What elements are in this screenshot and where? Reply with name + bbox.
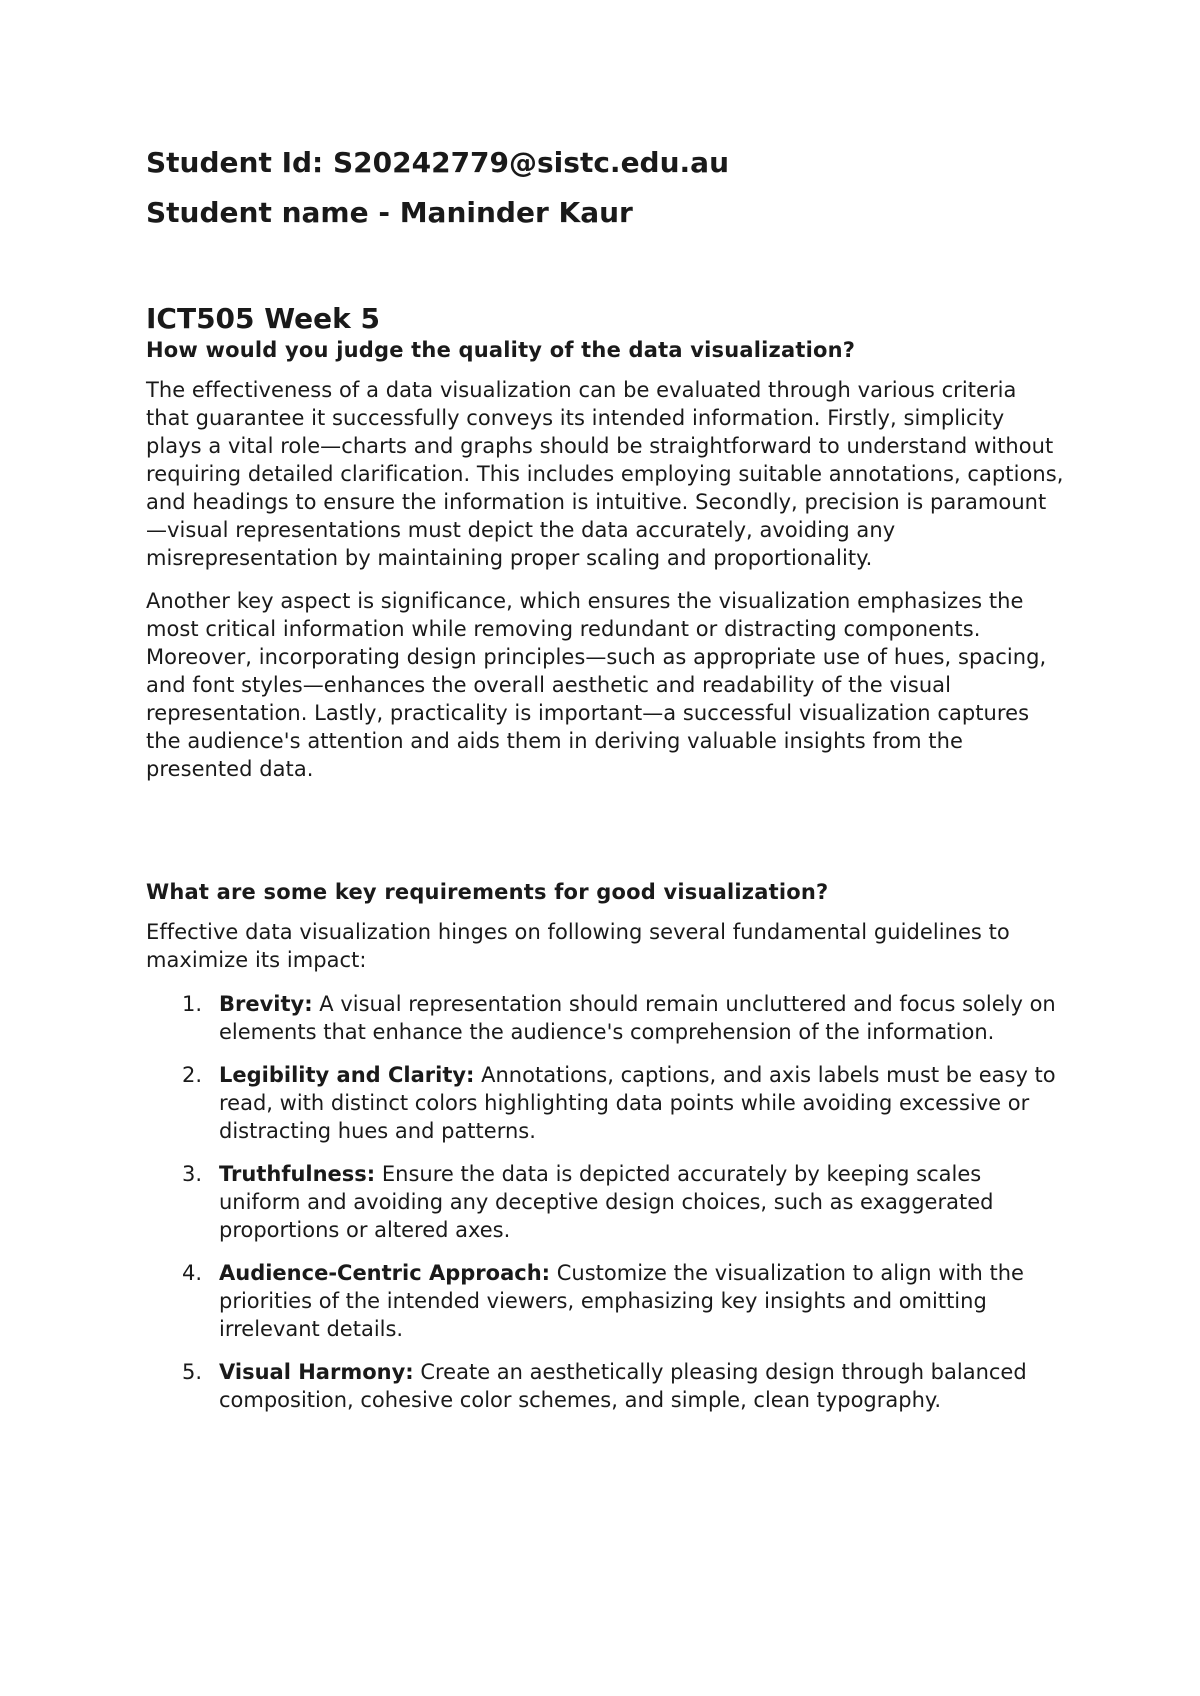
list-item-term: Legibility and Clarity:	[219, 1063, 475, 1087]
list-item-term: Truthfulness:	[219, 1162, 376, 1186]
section-requirements-intro: Effective data visualization hinges on following several fundamental guidelines to maximize its impact:	[146, 920, 1010, 972]
list-item-number: 4.	[182, 1261, 203, 1285]
list-item-text: Ensure the data is depicted accurately by keeping scales uniform and avoiding any deceptive design choices, such as exaggerated proportions or altered axes.	[219, 1162, 994, 1242]
list-item	[146, 990, 1066, 1046]
list-item-term: Visual Harmony:	[219, 1360, 414, 1384]
list-item-text: Create an aesthetically pleasing design through balanced composition, cohesive color schemes, and simple, clean typography.	[219, 1360, 1027, 1412]
list-item	[146, 1160, 1066, 1244]
student-name: Student name - Maninder Kaur	[146, 196, 633, 229]
list-item-number: 5.	[182, 1360, 203, 1384]
section-quality-paragraph-1: The effectiveness of a data visualization can be evaluated through various criteria that guarantee it successfully conveys its intended information. Firstly, simplicity plays a vital role—charts and graphs should be straightforward to understand without requiring detailed clarification. This includes employing suitable annotations, captions, and headings to ensure the information is intuitive. Secondly, precision is paramount—visual representations must depict the data accurately, avoiding any misrepresentation by maintaining proper scaling and proportionality.	[146, 378, 1064, 570]
list-item	[146, 1358, 1066, 1414]
list-item-text: Customize the visualization to align with the priorities of the intended viewers, emphasizing key insights and omitting irrelevant details.	[219, 1261, 1024, 1341]
section-quality-question: How would you judge the quality of the data visualization?	[146, 338, 856, 362]
document-title: ICT505 Week 5	[146, 302, 380, 335]
section-quality-paragraph-2: Another key aspect is significance, which ensures the visualization emphasizes the most critical information while removing redundant or distracting components. Moreover, incorporating design principles—such as appropriate use of hues, spacing, and font styles—enhances the overall aesthetic and readability of the visual representation. Lastly, practicality is important—a successful visualization captures the audience's attention and aids them in deriving valuable insights from the presented data.	[146, 589, 1047, 781]
list-item-number: 1.	[182, 992, 203, 1016]
section-requirements-question: What are some key requirements for good visualization?	[146, 880, 829, 904]
list-item-number: 2.	[182, 1063, 203, 1087]
list-item-term: Audience-Centric Approach:	[219, 1261, 551, 1285]
student-id: Student Id: S20242779@sistc.edu.au	[146, 146, 729, 179]
list-item	[146, 1061, 1066, 1145]
section-quality	[146, 336, 1066, 798]
list-item-text: Annotations, captions, and axis labels must be easy to read, with distinct colors highlighting data points while avoiding excessive or distracting hues and patterns.	[219, 1063, 1056, 1143]
list-item	[146, 1259, 1066, 1343]
requirements-list	[146, 990, 1066, 1414]
list-item-number: 3.	[182, 1162, 203, 1186]
list-item-text: A visual representation should remain uncluttered and focus solely on elements that enhance the audience's comprehension of the information.	[219, 992, 1056, 1044]
section-requirements	[146, 878, 1066, 1429]
list-item-term: Brevity:	[219, 992, 313, 1016]
